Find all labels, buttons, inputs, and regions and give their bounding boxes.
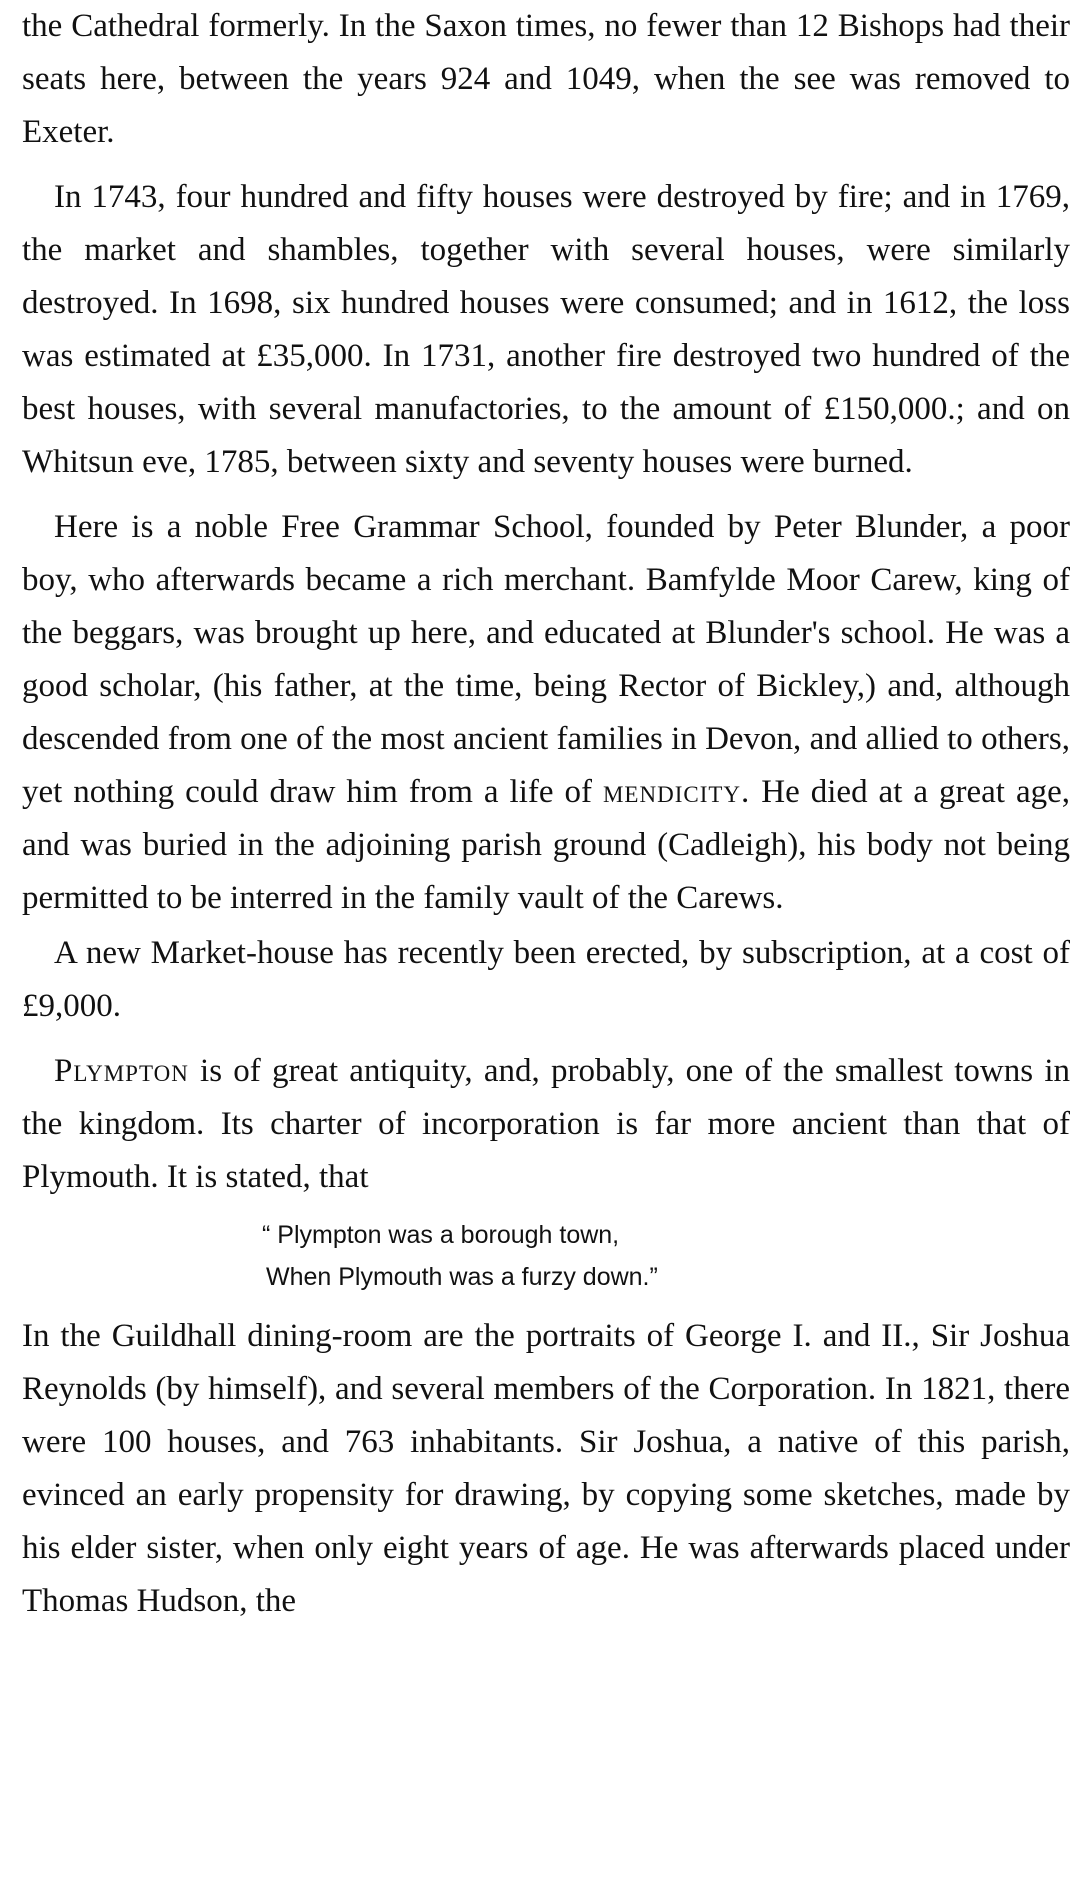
mendicity-small-caps: mendicity. xyxy=(602,774,751,810)
plympton-small-caps: Plympton xyxy=(54,1053,189,1089)
paragraph-cathedral: the Cathedral formerly. In the Saxon times, no fewer than 12 Bishops had their seats here, between the years 924 and 1049, when the see was removed to Exeter. xyxy=(22,8,1070,150)
verse-line-2: When Plymouth was a furzy down.” xyxy=(266,1263,658,1291)
paragraph-grammar-school xyxy=(22,501,1070,925)
verse-line-1: “ Plympton was a borough town, xyxy=(262,1221,620,1249)
paragraph-guildhall: In the Guildhall dining-room are the portraits of George I. and II., Sir Joshua Reynolds (by himself), and several members of the Corporation. In 1821, there were 100 houses, and 763 inhabitants. Sir Joshua, a native of this parish, evinced an early propensity for drawing, by copying some sketches, made by his elder sister, when only eight years of age. He was afterwards placed under Thomas Hudson, the xyxy=(22,1318,1070,1619)
grammar-school-text-start: Here is a noble Free Grammar School, founded by Peter Blunder, a poor boy, who afterwards became a rich merchant. Bamfylde Moor Carew, king of the beggars, was brought up here, and educated at Blunder's school. He was a good scholar, (his father, at the time, being Rector of Bickley,) and, although descended from one of the most ancient families in Devon, and allied to others, yet nothing could draw him from a life of xyxy=(22,509,1070,810)
paragraph-plympton xyxy=(22,1045,1070,1204)
book-page xyxy=(22,0,1070,1628)
verse-quotation xyxy=(22,1214,1070,1298)
paragraph-fires: In 1743, four hundred and fifty houses were destroyed by fire; and in 1769, the market and shambles, together with several houses, were similarly destroyed. In 1698, six hundred houses were consumed; and in 1612, the loss was estimated at £35,000. In 1731, another fire destroyed two hundred of the best houses, with several manufactories, to the amount of £150,000.; and on Whitsun eve, 1785, between sixty and seventy houses were burned. xyxy=(22,179,1070,480)
grammar-school-text-end: He died at a great age, and was buried in the adjoining parish ground (Cadleigh), his body not being permitted to be interred in the family vault of the Carews. xyxy=(22,774,1070,916)
plympton-text: is of great antiquity, and, probably, one of the smallest towns in the kingdom. Its charter of incorporation is far more ancient than that of Plymouth. It is stated, that xyxy=(22,1053,1070,1195)
paragraph-market-house: A new Market-house has recently been erected, by subscription, at a cost of £9,000. xyxy=(22,935,1070,1024)
